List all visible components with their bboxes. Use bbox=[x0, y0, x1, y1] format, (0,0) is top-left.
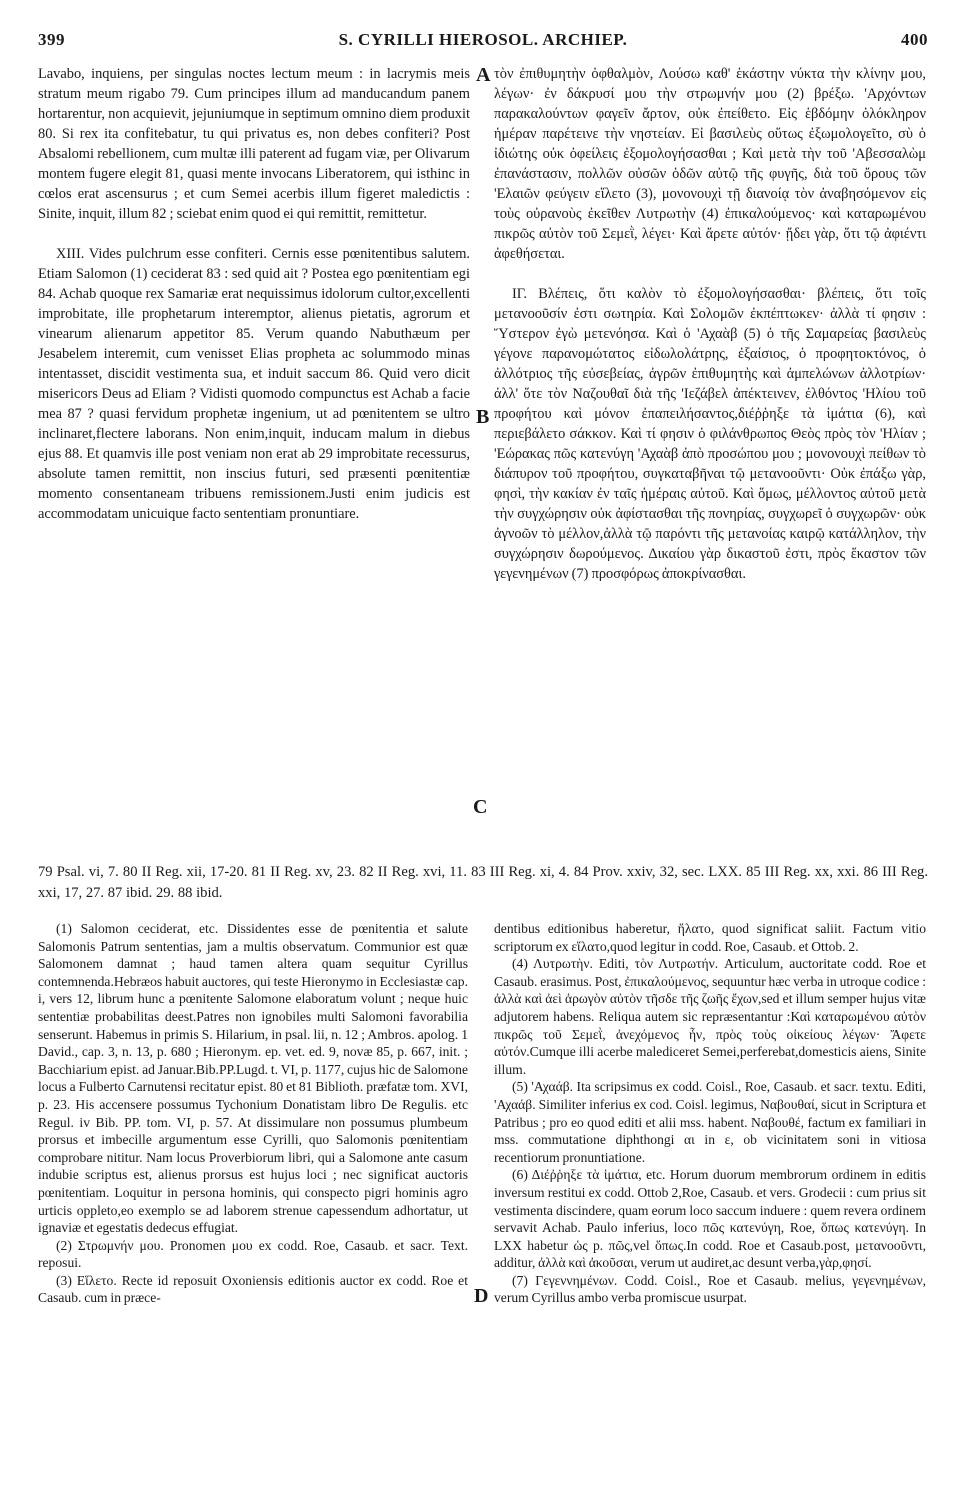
scripture-references: 79 Psal. vi, 7. 80 II Reg. xii, 17-20. 81 II Reg. xv, 23. 82 II Reg. xvi, 11. 83 III Reg. xi, 4. 84 Prov. xxiv, 32, sec. LXX. 85 III Reg. xx, xxi. 86 III Reg. xxi, 17, 27. 87 ibid. 29. 88 ibid. bbox=[38, 864, 928, 901]
greek-column bbox=[494, 64, 926, 584]
footnote: (4) Λυτρωτὴν. Editi, τὸν Λυτρωτήν. Articulum, auctoritate codd. Roe et Casaub. erasimus. Post, ἐπικαλούμενος, sequuntur hæc verba in utroque codice : ἀλλὰ καὶ ἀεὶ ἀρωγὸν αὐτὸν τῆσδε τῆς ζωῆς ἔχων,sed et illum semper hujus vitæ adjutorem habens. Reliqua autem sic repræsentantur :Καὶ καταρωμένου αὐτὸν πικρῶς τοῦ Σεμεῒ, ἀνεχόμενος ἦν, πρὸς τοὺς οἰκείους λέγων· Ἄφετε αὐτόν.Cumque illi acerbe malediceret Semei,perferebat,domesticis aiens, Sinite illum. bbox=[494, 956, 926, 1077]
footnote: (3) Εἵλετο. Recte id reposuit Oxoniensis editionis auctor ex codd. Roe et Casaub. cum in præce- bbox=[38, 1272, 468, 1306]
margin-marker-b: B bbox=[476, 406, 490, 428]
footnote: (6) Διέῤῥηξε τὰ ἱμάτια, etc. Horum duorum membrorum ordinem in editis inversum restitui ex codd. Ottob 2,Roe, Casaub. et vers. Grodecii : cum prius sit vestimenta discindere, quam eorum loco saccum induere : quem revera ordinem servavit Achab. Paulo inferius, loco πῶς κατενύγη, Roe, ὅπως κατενύγη. In LXX habetur ὡς p. πῶς,vel ὅπως.In codd. Roe et Casaub.post, μετανοοῦντι, additur, ἀλλὰ καὶ ἀκοῦσαι, verum ut audiret,ac desunt verba,γὰρ,φησί. bbox=[494, 1167, 926, 1271]
page-number-right: 400 bbox=[901, 30, 928, 49]
greek-paragraph: ΙΓ. Βλέπεις, ὅτι καλὸν τὸ ἐξομολογήσασθαι· βλέπεις, ὅτι τοῖς μετανοοῦσίν ἐστι σωτηρία. Καὶ Σολομῶν ἐκπέπτωκεν· ἀλλὰ τί φησιν : Ὕστερον ἐγὼ μετενόησα. Καὶ ὁ 'Αχαὰβ (5) ὁ τῆς Σαμαρείας βασιλεὺς γέγονε παρανομώτατος εἰδωλολάτρης, ἐξαίσιος, ὁ προφητοκτόνος, ὁ ἀλλότριος τῆς εὐσεβείας, ἀγρῶν ἐπιθυμητὴς καὶ ἀμπελώνων ἀλλοτρίων· ἀλλ' ὅτε τὸν Ναζουθαῖ διὰ τῆς 'Ιεζάβελ ἀπέκτεινεν, ἐλθόντος 'Ηλίου τοῦ προφήτου καὶ μόνον ἐπαπειλήσαντος,διέῤῥηξε τὰ ἱμάτια (6), καὶ περιεβάλετο σάκκον. Καὶ τί φησιν ὁ φιλάνθρωπος Θεὸς πρὸς τὸν 'Ηλίαν ; 'Εώρακας πῶς κατενύγη 'Αχαὰβ ἀπὸ προσώπου μου ; μονονουχὶ πείθων τὸ διάπυρον τοῦ προφήτου, συγκαταβῆναι τῷ μετανοοῦντι· Οὐκ ἐπάξω γὰρ, φησὶ, τὴν κακίαν ἐν ταῖς ἡμέραις αὐτοῦ. Καὶ ὅμως, μέλλοντος αὐτοῦ μετὰ τὴν συγχώρησιν οὐκ ἀφίστασθαι τῆς πονηρίας, συγχωρεῖ ὁ συγχωρῶν· οὐκ ἀγνοῶν τὸ μέλλον,ἀλλὰ τῷ παρόντι τῆς μετανοίας καιρῷ κατάλληλον, τὴν συγχώρησιν δωρούμενος. Δικαίου γὰρ δικαστοῦ ἐστι, πρὸς ἕκαστον τῶν γεγενημένων (7) προσφόρως ἀποκρίνασθαι. bbox=[494, 286, 926, 582]
footnotes-left-column bbox=[38, 920, 468, 1307]
footnotes-right-column bbox=[494, 920, 926, 1307]
margin-marker-a: A bbox=[476, 64, 491, 86]
running-title: S. CYRILLI HIEROSOL. ARCHIEP. bbox=[338, 30, 628, 49]
margin-marker-c: C bbox=[473, 796, 488, 818]
footnote: dentibus editionibus haberetur, ἥλατο, quod significat saliit. Factum vitio scriptorum ex εἵλατο,quod legitur in codd. Roe, Casaub. et Ottob. 2. bbox=[494, 921, 926, 954]
running-header bbox=[38, 30, 928, 56]
footnote: (2) Στρωμνήν μου. Pronomen μου ex codd. Roe, Casaub. et sacr. Text. reposui. bbox=[38, 1237, 468, 1271]
greek-paragraph: τὸν ἐπιθυμητὴν ὀφθαλμὸν, Λούσω καθ' ἑκάστην νύκτα τὴν κλίνην μου, λέγων· ἐν δάκρυσί μου τὴν στρωμνήν μου (2) βρέξω. 'Αρχόντων παρακαλούντων φαγεῖν ἄρτον, οὐκ ἐπείθετο. Εἰς ἑβδόμην ὁλόκληρον ἡμέραν παρέτεινε τὴν νηστείαν. Εἰ βασιλεὺς οὕτως ἐξωμολογεῖτο, σὺ ὁ ἰδιώτης οὐκ ὀφείλεις ἐξομολογήσασθαι ; Καὶ μετὰ τὴν τοῦ 'Αβεσσαλὼμ ἐπανάστασιν, πολλῶν οὐσῶν ὁδῶν αὐτῷ τῆς φυγῆς, διὰ τοῦ ὄρους τῶν 'Ελαιῶν φεύγειν εἵλετο (3), μονονουχὶ τῇ διανοίᾳ τὸν ἀναβησόμενον εἰς τοὺς οὐρανοὺς ἐκεῖθεν Λυτρωτὴν (4) ἐπικαλούμενος· καὶ καταρωμένου πικρῶς αὐτὸν τοῦ Σεμεῒ, λέγει· Καὶ ἄρετε αὐτόν· ᾔδει γὰρ, ὅτι τῷ ἀφιέντι ἀφεθήσεται. bbox=[494, 66, 926, 262]
latin-column bbox=[38, 64, 470, 524]
page-number-left: 399 bbox=[38, 30, 65, 49]
margin-marker-d: D bbox=[474, 1285, 489, 1307]
latin-paragraph: Lavabo, inquiens, per singulas noctes lectum meum : in lacrymis meis stratum meum rigabo 79. Cum principes illum ad manducandum panem hortarentur, non acquievit, jejuniumque in septimum omnino diem produxit 80. Si rex ita confitebatur, tu qui privatus es, non debes confiteri? Post Absalomi rebellionem, cum multæ illi paterent ad fugam viæ, per Olivarum montem fugere elegit 81, quasi mente invocans Liberatorem, qui isthinc in cœlos erat ascensurus ; et cum Semei acerbis illum figeret maledictis : Sinite, inquit, illum 82 ; sciebat enim quod ei qui remittit, remittetur. bbox=[38, 66, 470, 222]
footnote: (1) Salomon ceciderat, etc. Dissidentes esse de pœnitentia et salute Salomonis Patrum sententias, jam a multis observatum. Communior est quæ Salomonem damnat ; haud tamen altera quam sequitur Cyrillus contemnenda.Hebræos habuit auctores, qui teste Hieronymo in Ecclesiastæ cap. i, vers 12, librum hunc a pœnitente Salomone elaboratum volunt ; neque huic sententiæ probabilitas deest.Patres non ignobiles multi Salomoni favorabilia senserunt. Habemus in primis S. Hilarium, in psal. lii, n. 12 ; Ambros. apolog. 1 David., cap. 3, n. 13, p. 680 ; Hieronym. ep. vet. ed. 9, novæ 85, p. 667, init. ; Bacchiarium epist. ad Januar.Bib.PP.Lugd. t. VI, p. 1177, cujus hic de Salomone locus a Fulberto Carnutensi recitatur epist. 80 et 81 Biblioth. præfatæ tom. XVI, p. 23. His accensere possumus Tychonium Donatistam libro De Regulis. etc Regul. iv Bib. PP. tom. VI, p. 57. At dissimulare non possumus plumbeum prorsus et imbecille argumentum esse Cyrilli, quo Salomonis pœnitentiam comprobare nititur. Nam locus Proverbiorum libri, qui a Salomone ante casum indubie scriptus est, alienus prorsus est hujus loci ; nec significat auctoris pœnitentiam. Loquitur in persona hominis, qui conspecto pigri hominis agro urticis oppleto,eo exemplo se ad laborem strenue capessendum adhortatur, ut ignaviæ et egestatis dedecus effugiat. bbox=[38, 921, 468, 1236]
footnote: (7) Γεγεννημένων. Codd. Coisl., Roe et Casaub. melius, γεγενημένων, verum Cyrillus ambo verba promiscue usurpat. bbox=[494, 1272, 926, 1306]
latin-paragraph: XIII. Vides pulchrum esse confiteri. Cernis esse pœnitentibus salutem. Etiam Salomon (1) ceciderat 83 : sed quid ait ? Postea ego pœnitentiam egi 84. Achab quoque rex Samariæ erat nequissimus idolorum cultor,excellenti improbitate, ille prophetarum interemptor, alienus pietatis, agrorum et vinearum alienarum appetitor 85. Verum quando Nabuthæum per Jesabelem interemit, cum venisset Elias propheta ac solummodo minas intentasset, discidit vestimenta sua, et induit saccum 86. Quid vero dicit misericors Deus ad Eliam ? Vidisti quomodo compunctus est Achab a facie mea 87 ? quasi fervidum prophetæ ingenium, ut ad pœnitentem se ultro inclinaret,flectere laborans. Non enim,inquit, inducam malum in diebus ejus 88. Et quamvis ille post veniam non erat ab 29 improbitate recessurus, absolute tamen remittit, non inscius futuri, sed præsenti pœnitentiæ momento consentaneam tribuens remissionem.Justi enim judicis est accommodatam unicuique facto sententiam pronuntiare. bbox=[38, 246, 470, 522]
footnote: (5) 'Αχαάβ. Ita scripsimus ex codd. Coisl., Roe, Casaub. et sacr. textu. Editi, 'Αχαάβ. Similiter inferius ex cod. Coisl. legimus, Ναβουθαί, sicut in Scriptura et Patribus ; pro eo quod editi et alii mss. habent. Ναβουθέ, factum ex familiari in mss. commutatione diphthongi αι in ε, ob vicinitatem soni in vitiosa recentiorum pronuntiatione. bbox=[494, 1079, 926, 1165]
